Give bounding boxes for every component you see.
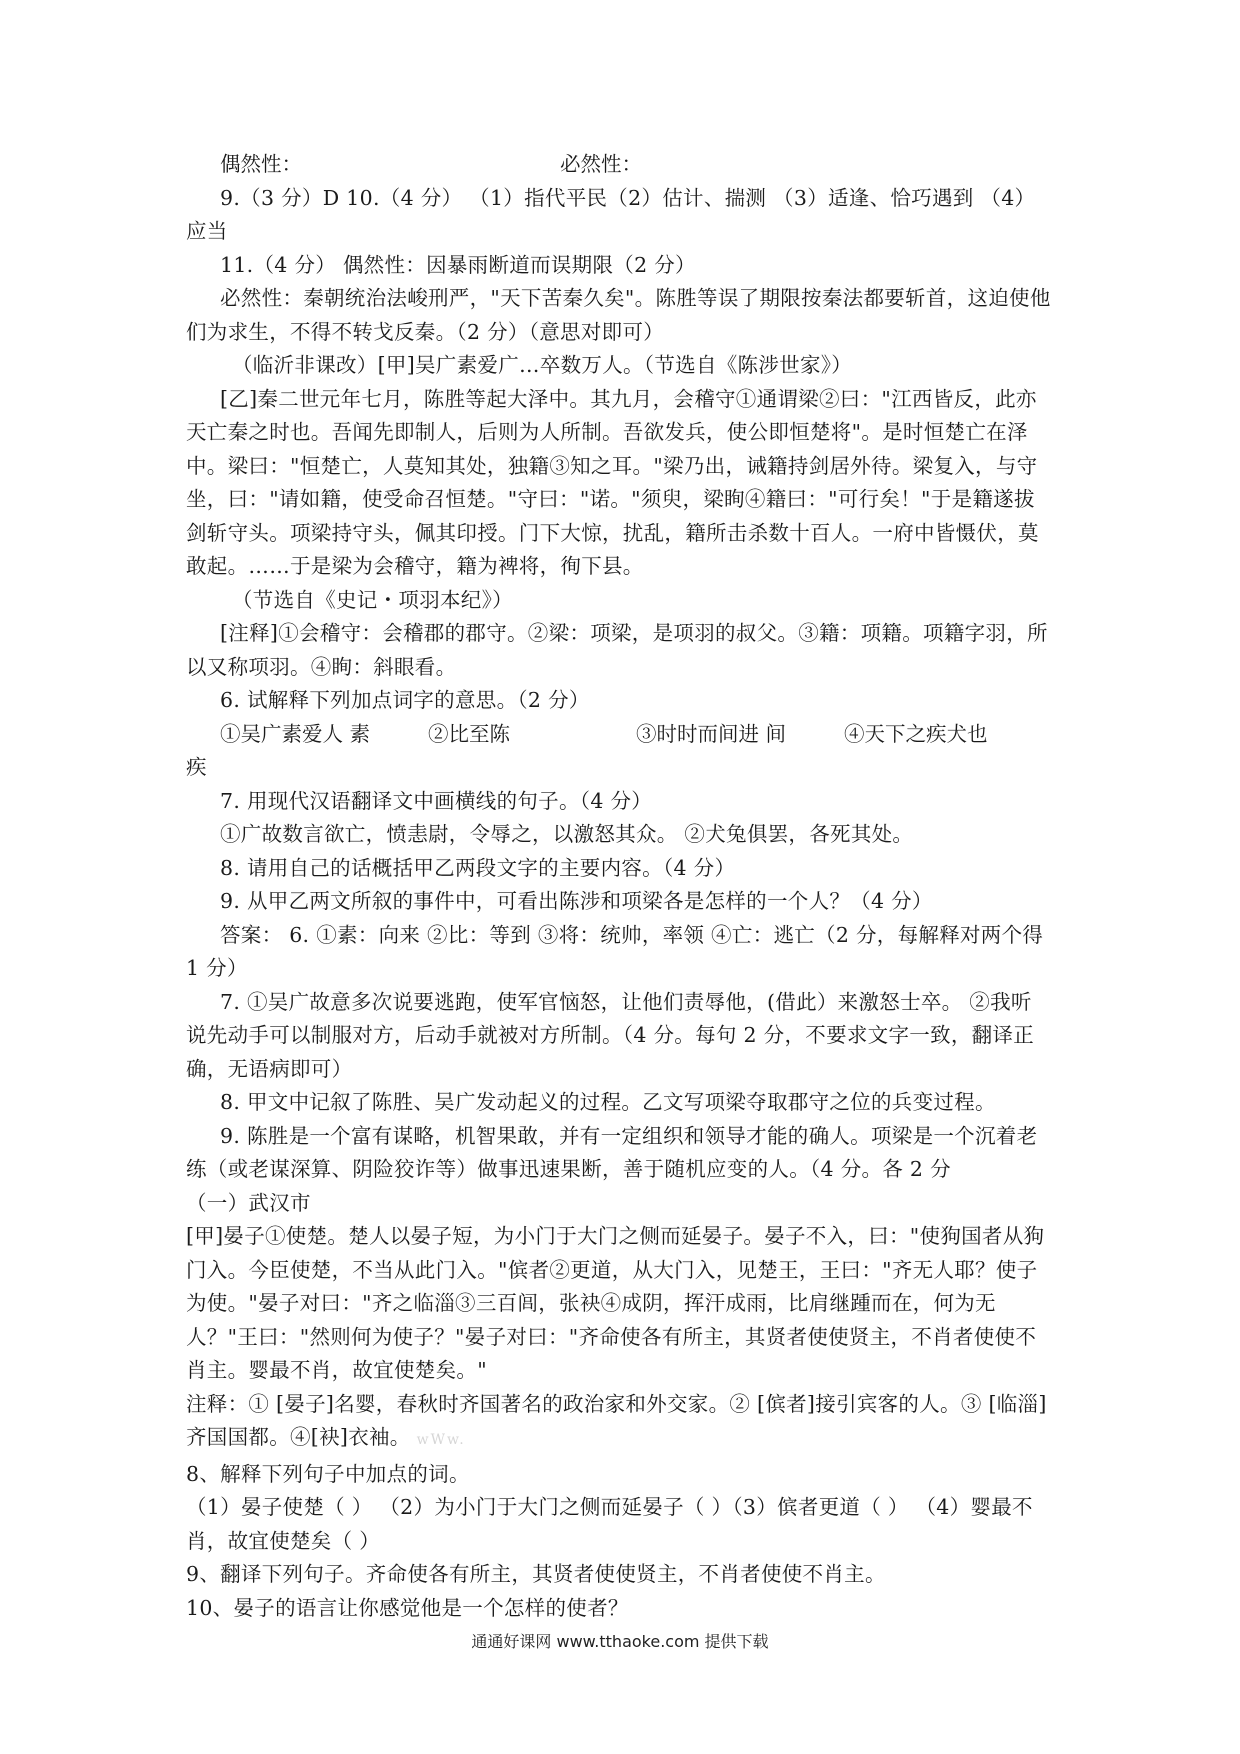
document-body <box>186 148 1052 1625</box>
accidental-label: 偶然性： <box>220 152 302 176</box>
option-3: ③时时而间进 间 <box>636 721 787 746</box>
answer-11-inevitability: 必然性：秦朝统治法峻刑严，"天下苦秦久矣"。陈胜等误了期限按秦法都要斩首，这迫使他们为求生，不得不转戈反秦。（2 分）（意思对即可） <box>186 286 1051 344</box>
question-8: 8. 请用自己的话概括甲乙两段文字的主要内容。（4 分） <box>220 855 736 880</box>
question-6: 6. 试解释下列加点词字的意思。（2 分） <box>220 688 590 712</box>
question-8-items: （1）晏子使楚（ ） （2）为小门于大门之侧而延晏子（ ）（3）傧者更道（ ） （4）婴最不肖，故宜使楚矣（ ） <box>186 1495 1033 1553</box>
source-linyi: （临沂非课改）[甲]吴广素爱广…卒数万人。（节选自《陈涉世家》） <box>232 353 853 377</box>
answer-9-10: 9.（3 分）D 10.（4 分） （1）指代平民（2）估计、揣测 （3）适逢、恰巧遇到 （4）应当 <box>186 185 1036 243</box>
watermark: wWw. <box>416 1432 466 1448</box>
footer-credit: 通通好课网 www.tthaoke.com 提供下载 <box>471 1632 769 1651</box>
answer-8: 8. 甲文中记叙了陈胜、吴广发动起义的过程。乙文写项梁夺取郡守之位的兵变过程。 <box>220 1090 996 1114</box>
option-1: ①吴广素爱人 素 <box>220 721 371 746</box>
question-7: 7. 用现代汉语翻译文中画横线的句子。（4 分） <box>220 788 653 813</box>
passage-yi: [乙]秦二世元年七月，陈胜等起大泽中。其九月，会稽守①通谓梁②曰："江西皆反，此亦天亡秦之时也。吾闻先即制人，后则为人所制。吾欲发兵，使公即恒楚将"。是时恒楚亡在泽中。梁曰："恒楚亡，人莫知其处，独籍③知之耳。"梁乃出，诫籍持剑居外待。梁复入，与守坐，曰："请如籍，使受命召恒楚。"守曰："诺。"须臾，梁眴④籍曰："可行矣！"于是籍遂拔剑斩守头。项梁持守头，佩其印授。门下大惊，扰乱，籍所击杀数十百人。一府中皆慑伏，莫敢起。……于是梁为会稽守，籍为裨将，徇下县。 <box>186 386 1039 578</box>
notes-text: 注释：① [晏子]名婴，春秋时齐国著名的政治家和外交家。② [傧者]接引宾客的人。③ [临淄]齐国国都。④[袂]衣袖。 <box>186 1391 1047 1449</box>
question-9: 9. 从甲乙两文所叙的事件中，可看出陈涉和项梁各是怎样的一个人？（4 分） <box>220 889 933 913</box>
option-2: ②比至陈 <box>428 721 510 746</box>
inevitable-label: 必然性： <box>560 152 642 176</box>
passage-yanzi: [甲]晏子①使楚。楚人以晏子短，为小门于大门之侧而延晏子。晏子不入，曰："使狗国者从狗门入。今臣使楚，不当从此门入。"傧者②更道，从大门入，见楚王，王曰："齐无人耶？使子为使。"晏子对曰："齐之临淄③三百闾，张袂④成阴，挥汗成雨，比肩继踵而在，何为无人？"王曰："然则何为使子？"晏子对曰："齐命使各有所主，其贤者使使贤主，不肖者使使不肖主。婴最不肖，故宜使楚矣。" <box>186 1224 1045 1382</box>
header-row <box>186 148 1052 182</box>
question-9-yanzi: 9、翻译下列句子。齐命使各有所主，其贤者使使贤主，不肖者使使不肖主。 <box>186 1562 886 1586</box>
section-wuhan: （一）武汉市 <box>186 1190 311 1215</box>
question-10-yanzi: 10、晏子的语言让你感觉他是一个怎样的使者？ <box>186 1595 629 1620</box>
answer-6: 答案： 6. ①素：向来 ②比：等到 ③将：统帅，率领 ④亡：逃亡（2 分，每解释对两个得 1 分） <box>186 922 1044 980</box>
answer-9: 9. 陈胜是一个富有谋略，机智果敢，并有一定组织和领导才能的确人。项梁是一个沉着老练（或老谋深算、阴险狡诈等）做事迅速果断，善于随机应变的人。（4 分。各 2 分 <box>186 1123 1038 1181</box>
option-4-tail: 疾 <box>186 755 207 779</box>
answer-7: 7. ①吴广故意多次说要逃跑，使军官恼怒，让他们责辱他，(借此）来激怒士卒。 ②我听说先动手可以制服对方，后动手就被对方所制。（4 分。每句 2 分，不要求文字一致，翻译正确，无语病即可） <box>186 989 1035 1081</box>
question-6-options <box>186 718 1052 752</box>
option-4: ④天下之疾犬也 <box>844 721 988 746</box>
passage-yanzi-notes <box>186 1388 1052 1458</box>
passage-yi-source: （节选自《史记・项羽本纪》） <box>232 587 513 612</box>
question-7-sentences: ①广故数言欲亡，愤恚尉，令辱之，以激怒其众。 ②犬兔俱罢，各死其处。 <box>220 822 914 846</box>
answer-11: 11.（4 分） 偶然性：因暴雨断道而误期限（2 分） <box>220 252 696 277</box>
passage-yi-notes: [注释]①会稽守：会稽郡的郡守。②梁：项梁，是项羽的叔父。③籍：项籍。项籍字羽，所以又称项羽。④眴：斜眼看。 <box>186 621 1048 679</box>
question-8-yanzi: 8、解释下列句子中加点的词。 <box>186 1461 470 1486</box>
